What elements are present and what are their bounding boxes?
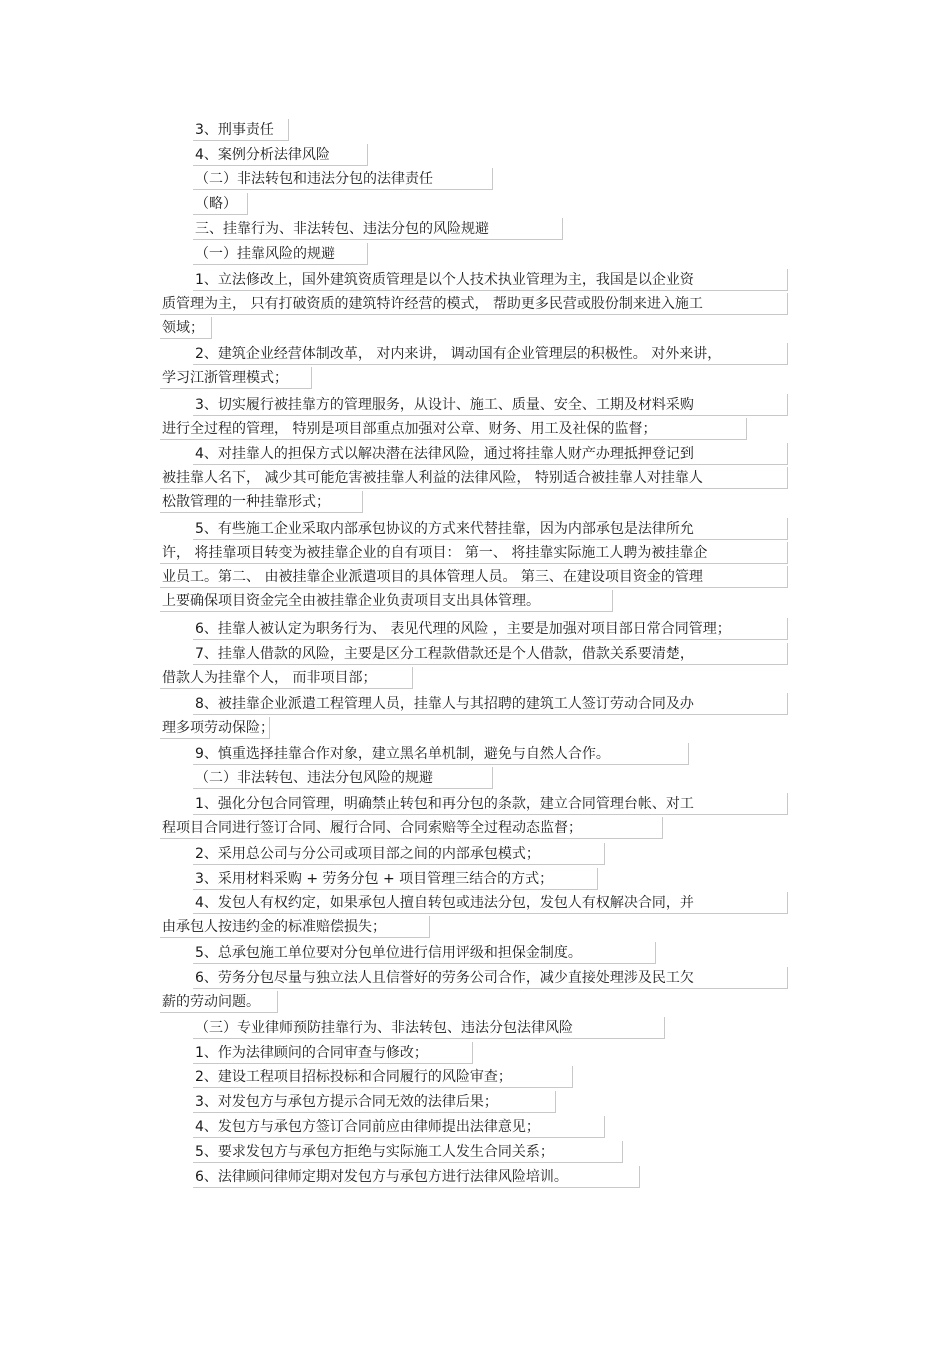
- text-line: 5、总承包施工单位要对分包单位进行信用评级和担保金制度。: [193, 942, 656, 964]
- text-line: 1、立法修改上，国外建筑资质管理是以个人技术执业管理为主，我国是以企业资: [193, 269, 788, 291]
- text-line: 薪的劳动问题。: [160, 991, 278, 1013]
- section-heading: （二）非法转包和违法分包的法律责任: [193, 168, 493, 190]
- text-line: 3、切实履行被挂靠方的管理服务，从设计、施工、质量、安全、工期及材料采购: [193, 394, 788, 416]
- section-heading: （二）非法转包、违法分包风险的规避: [193, 767, 493, 789]
- text-line: 4、发包方与承包方签订合同前应由律师提出法律意见；: [193, 1116, 605, 1138]
- text-line: 1、作为法律顾问的合同审查与修改；: [193, 1042, 473, 1064]
- text-line: 学习江浙管理模式；: [160, 367, 312, 389]
- text-line: 6、法律顾问律师定期对发包方与承包方进行法律风险培训。: [193, 1166, 640, 1188]
- text-line: 2、建筑企业经营体制改革， 对内来讲， 调动国有企业管理层的积极性。 对外来讲，: [193, 343, 788, 365]
- text-line: 3、采用材料采购 + 劳务分包 + 项目管理三结合的方式；: [193, 868, 598, 890]
- text-line: 5、有些施工企业采取内部承包协议的方式来代替挂靠，因为内部承包是法律所允: [193, 518, 788, 540]
- text-line: 1、强化分包合同管理，明确禁止转包和再分包的条款，建立合同管理台帐、对工: [193, 793, 788, 815]
- text-line: 4、案例分析法律风险: [193, 144, 368, 166]
- section-heading: 三、挂靠行为、非法转包、违法分包的风险规避: [193, 218, 563, 240]
- text-line: 7、挂靠人借款的风险，主要是区分工程款借款还是个人借款，借款关系要清楚，: [193, 643, 788, 665]
- text-line: 2、采用总公司与分公司或项目部之间的内部承包模式；: [193, 843, 605, 865]
- text-line: 5、要求发包方与承包方拒绝与实际施工人发生合同关系；: [193, 1141, 623, 1163]
- text-line: 6、劳务分包尽量与独立法人且信誉好的劳务公司合作，减少直接处理涉及民工欠: [193, 967, 788, 989]
- text-line: 8、被挂靠企业派遣工程管理人员，挂靠人与其招聘的建筑工人签订劳动合同及办: [193, 693, 788, 715]
- text-line: 理多项劳动保险；: [160, 717, 270, 739]
- text-line: 由承包人按违约金的标准赔偿损失；: [160, 916, 430, 938]
- text-line: 上要确保项目资金完全由被挂靠企业负责项目支出具体管理。: [160, 590, 613, 612]
- text-line: 许， 将挂靠项目转变为被挂靠企业的自有项目： 第一、 将挂靠实际施工人聘为被挂靠企: [160, 542, 788, 564]
- text-line: 进行全过程的管理， 特别是项目部重点加强对公章、财务、用工及社保的监督；: [160, 418, 747, 440]
- section-heading: （三）专业律师预防挂靠行为、非法转包、违法分包法律风险: [193, 1017, 665, 1039]
- text-line: 4、对挂靠人的担保方式以解决潜在法律风险，通过将挂靠人财产办理抵押登记到: [193, 443, 788, 465]
- text-line: 业员工。第二、 由被挂靠企业派遣项目的具体管理人员。 第三、在建设项目资金的管理: [160, 566, 788, 588]
- text-line: 6、挂靠人被认定为职务行为、 表见代理的风险 ，主要是加强对项目部日常合同管理；: [193, 618, 788, 640]
- text-line: 3、对发包方与承包方提示合同无效的法律后果；: [193, 1091, 556, 1113]
- text-line: 4、发包人有权约定，如果承包人擅自转包或违法分包，发包人有权解决合同，并: [193, 892, 788, 914]
- text-line: 程项目合同进行签订合同、履行合同、合同索赔等全过程动态监督；: [160, 817, 663, 839]
- text-line: （略）: [193, 193, 248, 215]
- text-line: 2、建设工程项目招标投标和合同履行的风险审查；: [193, 1066, 573, 1088]
- text-line: 被挂靠人名下， 减少其可能危害被挂靠人利益的法律风险， 特别适合被挂靠人对挂靠人: [160, 467, 788, 489]
- section-heading: （一）挂靠风险的规避: [193, 243, 368, 265]
- text-line: 领域；: [160, 317, 212, 339]
- text-line: 质管理为主， 只有打破资质的建筑特许经营的模式， 帮助更多民营或股份制来进入施工: [160, 293, 788, 315]
- text-line: 借款人为挂靠个人， 而非项目部；: [160, 667, 413, 689]
- text-line: 松散管理的一种挂靠形式；: [160, 491, 363, 513]
- text-line: 9、慎重选择挂靠合作对象，建立黑名单机制，避免与自然人合作。: [193, 743, 689, 765]
- text-line: 3、刑事责任: [193, 119, 289, 141]
